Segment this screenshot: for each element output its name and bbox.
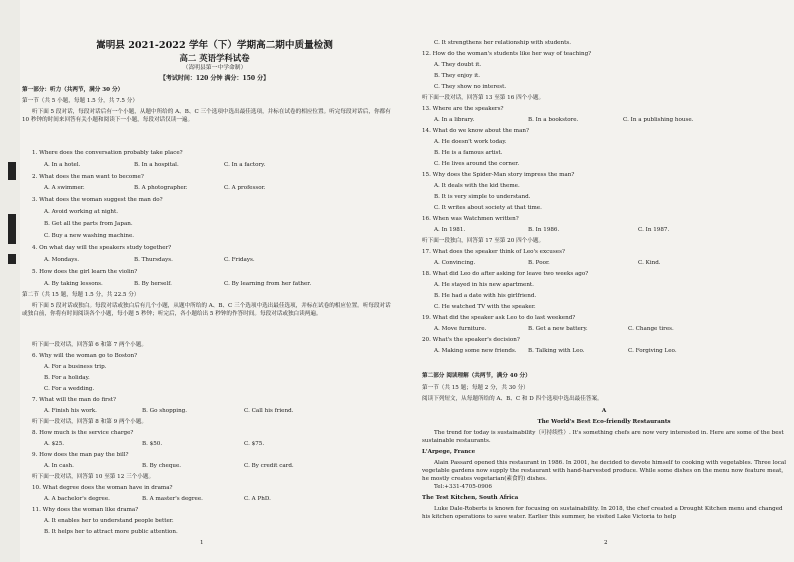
q19-option-c: C. Change tires. xyxy=(628,326,674,332)
q10-option-a: A. A bachelor's degree. xyxy=(44,496,110,502)
q1-option-c: C. In a factory. xyxy=(224,162,266,168)
q3-option-a: A. Avoid working at night. xyxy=(44,209,119,215)
sec2-instructions: 听下面 5 段对话或独白。每段对话或独白后有几个小题，从题中所给的 A、B、C 三个选项中选出最佳选项，并标在试卷的相应位置。听每段对话或独白前，你将有时间阅读各个小题，每小题 5 秒钟；听完后，各小题给出 5 秒钟的作答时间。每段对话或独白读两遍。 xyxy=(22,303,391,317)
q8-option-b: B. $50. xyxy=(142,441,163,447)
q8-option-a: A. $25. xyxy=(44,441,65,447)
q4-option-b: B. Thursdays. xyxy=(134,257,173,263)
exam-subtitle: 高二 英语学科试卷 xyxy=(179,53,250,63)
exam-source: （嵩明县第一中学命制） xyxy=(182,65,247,71)
page-one xyxy=(22,0,407,562)
question-19: 19. What did the speaker ask Leo to do last weekend? xyxy=(422,315,576,321)
note-13-16: 听下面一段对话，回答第 13 至第 16 四个小题。 xyxy=(422,95,545,101)
q18-option-c: C. He watched TV with the speaker. xyxy=(434,304,536,310)
question-7: 7. What will the man do first? xyxy=(32,397,116,403)
q12-option-a: A. They doubt it. xyxy=(434,62,482,68)
part2-title: 第二部分 阅读理解（共两节，满分 40 分） xyxy=(422,373,531,379)
q11-option-a: A. It enables her to understand people better. xyxy=(44,518,174,524)
q3-option-c: C. Buy a new washing machine. xyxy=(44,233,135,239)
q16-option-a: A. In 1981. xyxy=(434,227,466,233)
question-5: 5. How does the girl learn the violin? xyxy=(32,269,138,275)
sec2-title: 第二节（共 15 题，每题 1.5 分，共 22.5 分） xyxy=(22,292,140,298)
q20-option-a: A. Making some new friends. xyxy=(434,348,517,354)
q11-option-b: B. It helps her to attract more public attention. xyxy=(44,529,178,535)
q20-option-b: B. Talking with Leo. xyxy=(528,348,585,354)
binding-margin xyxy=(0,0,20,562)
question-3: 3. What does the woman suggest the man do? xyxy=(32,197,163,203)
passage-title: The World's Best Eco-friendly Restaurants xyxy=(537,419,671,425)
note-8-9: 听下面一段对话，回答第 8 和第 9 两个小题。 xyxy=(32,419,147,425)
q2-option-b: B. A photographer. xyxy=(134,185,188,191)
q9-option-c: C. By credit card. xyxy=(244,463,294,469)
q6-option-c: C. For a wedding. xyxy=(44,386,95,392)
note-17-20: 听下面一段独白，回答第 17 至第 20 四个小题。 xyxy=(422,238,545,244)
question-8: 8. How much is the service charge? xyxy=(32,430,134,436)
q19-option-b: B. Get a new battery. xyxy=(528,326,588,332)
question-1: 1. Where does the conversation probably take place? xyxy=(32,150,183,156)
passage-letter: A xyxy=(601,408,607,414)
q14-option-a: A. He doesn't work today. xyxy=(434,139,507,145)
binding-mark xyxy=(8,254,16,264)
q9-option-b: B. By cheque. xyxy=(142,463,182,469)
q6-option-b: B. For a holiday. xyxy=(44,375,90,381)
q20-option-c: C. Forgiving Leo. xyxy=(628,348,677,354)
q19-option-a: A. Move furniture. xyxy=(434,326,487,332)
question-20: 20. What's the speaker's decision? xyxy=(422,337,520,343)
q11-option-c: C. It strengthens her relationship with students. xyxy=(434,40,571,46)
q15-option-a: A. It deals with the kid theme. xyxy=(434,183,520,189)
binding-mark xyxy=(8,214,16,244)
exam-title: 嵩明县 2021-2022 学年（下）学期高二期中质量检测 xyxy=(96,40,333,51)
page-number: 2 xyxy=(604,540,608,546)
restaurant-1-tel: Tel:+331-4705-0906 xyxy=(434,484,492,490)
passage-intro: The trend for today is sustainability（可持续性）. It's something chefs are now very interested in. Here are some of the best sustainable restaurants. xyxy=(422,430,784,444)
page-two xyxy=(418,0,790,562)
q14-option-c: C. He lives around the corner. xyxy=(434,161,520,167)
question-13: 13. Where are the speakers? xyxy=(422,106,504,112)
part2-instructions: 阅读下列短文，从每题所给的 A、B、C 和 D 四个选项中选出最佳答案。 xyxy=(422,396,603,402)
part2-sec1-title: 第一节（共 15 题；每题 2 分，共 30 分） xyxy=(422,385,529,391)
question-18: 18. What did Leo do after asking for leave two weeks ago? xyxy=(422,271,589,277)
q17-option-c: C. Kind. xyxy=(638,260,661,266)
question-14: 14. What do we know about the man? xyxy=(422,128,530,134)
restaurant-1-name: L'Arpege, France xyxy=(422,449,476,455)
binding-mark xyxy=(8,162,16,180)
q7-option-b: B. Go shopping. xyxy=(142,408,188,414)
q10-option-b: B. A master's degree. xyxy=(142,496,203,502)
q15-option-c: C. It writes about society at that time. xyxy=(434,205,542,211)
question-6: 6. Why will the woman go to Boston? xyxy=(32,353,138,359)
question-2: 2. What does the man want to become? xyxy=(32,174,144,180)
question-15: 15. Why does the Spider-Man story impress the man? xyxy=(422,172,575,178)
q2-option-a: A. A swimmer. xyxy=(44,185,85,191)
q17-option-a: A. Convincing. xyxy=(434,260,476,266)
q2-option-c: C. A professor. xyxy=(224,185,266,191)
q4-option-a: A. Mondays. xyxy=(44,257,80,263)
q8-option-c: C. $75. xyxy=(244,441,265,447)
sec1-title: 第一节（共 5 小题，每题 1.5 分，共 7.5 分） xyxy=(22,98,138,104)
q3-option-b: B. Get all the parts from Japan. xyxy=(44,221,133,227)
q16-option-c: C. In 1987. xyxy=(638,227,670,233)
q7-option-a: A. Finish his work. xyxy=(44,408,97,414)
q5-option-b: B. By herself. xyxy=(134,281,172,287)
restaurant-1-text: Alain Passard opened this restaurant in 1986. In 2001, he decided to devote himself to cooking with vegetables. Three local vegetable gardens now supply the restaurant with hand-harvested produce. While some dishes on the menu now feature meat, he mostly creates vegetarian(素食的) dishes. xyxy=(422,460,787,482)
q13-option-c: C. In a publishing house. xyxy=(623,117,694,123)
restaurant-2-name: The Test Kitchen, South Africa xyxy=(422,495,519,501)
q12-option-b: B. They enjoy it. xyxy=(434,73,481,79)
page-number: 1 xyxy=(200,540,204,546)
question-9: 9. How does the man pay the bill? xyxy=(32,452,129,458)
question-4: 4. On what day will the speakers study together? xyxy=(32,245,172,251)
question-17: 17. What does the speaker think of Leo's excuses? xyxy=(422,249,565,255)
q6-option-a: A. For a business trip. xyxy=(44,364,107,370)
q1-option-b: B. In a hospital. xyxy=(134,162,179,168)
question-11: 11. Why does the woman like drama? xyxy=(32,507,139,513)
q13-option-a: A. In a library. xyxy=(434,117,475,123)
q18-option-b: B. He had a date with his girlfriend. xyxy=(434,293,537,299)
q4-option-c: C. Fridays. xyxy=(224,257,255,263)
q17-option-b: B. Poor. xyxy=(528,260,550,266)
restaurant-2-text: Luke Dale-Roberts is known for focusing on sustainability. In 2018, the chef created a Drought Kitchen menu and changed his kitchen operations to save water. Earlier this summer, he visited Lake Victoria to help xyxy=(422,506,783,520)
question-10: 10. What degree does the woman have in drama? xyxy=(32,485,173,491)
q12-option-c: C. They show no interest. xyxy=(434,84,507,90)
note-6-7: 听下面一段对话，回答第 6 和第 7 两个小题。 xyxy=(32,342,147,348)
note-10-12: 听下面一段对话，回答第 10 至第 12 三个小题。 xyxy=(32,474,155,480)
sec1-instructions: 听下面 5 段对话，每段对话后有一个小题，从题中所给的 A、B、C 三个选项中选出最佳选项，并标在试卷的相应位置。听完每段对话后，你都有 10 秒钟的时间来回答有关小题和阅读下一小题，每段对话仅读一遍。 xyxy=(22,109,391,123)
q16-option-b: B. In 1986. xyxy=(528,227,560,233)
question-12: 12. How do the woman's students like her way of teaching? xyxy=(422,51,592,57)
part1-title: 第一部分：听力（共两节，满分 30 分） xyxy=(22,87,124,93)
question-16: 16. When was Watchmen written? xyxy=(422,216,519,222)
q10-option-c: C. A PhD. xyxy=(244,496,271,502)
q13-option-b: B. In a bookstore. xyxy=(528,117,579,123)
q7-option-c: C. Call his friend. xyxy=(244,408,294,414)
q5-option-c: C. By learning from her father. xyxy=(224,281,312,287)
q14-option-b: B. He is a famous artist. xyxy=(434,150,503,156)
q18-option-a: A. He stayed in his new apartment. xyxy=(434,282,534,288)
exam-info: 【考试时间：120 分钟 满分：150 分】 xyxy=(159,75,270,82)
q5-option-a: A. By taking lessons. xyxy=(44,281,103,287)
q9-option-a: A. In cash. xyxy=(44,463,74,469)
q1-option-a: A. In a hotel. xyxy=(44,162,81,168)
q15-option-b: B. It is very simple to understand. xyxy=(434,194,531,200)
